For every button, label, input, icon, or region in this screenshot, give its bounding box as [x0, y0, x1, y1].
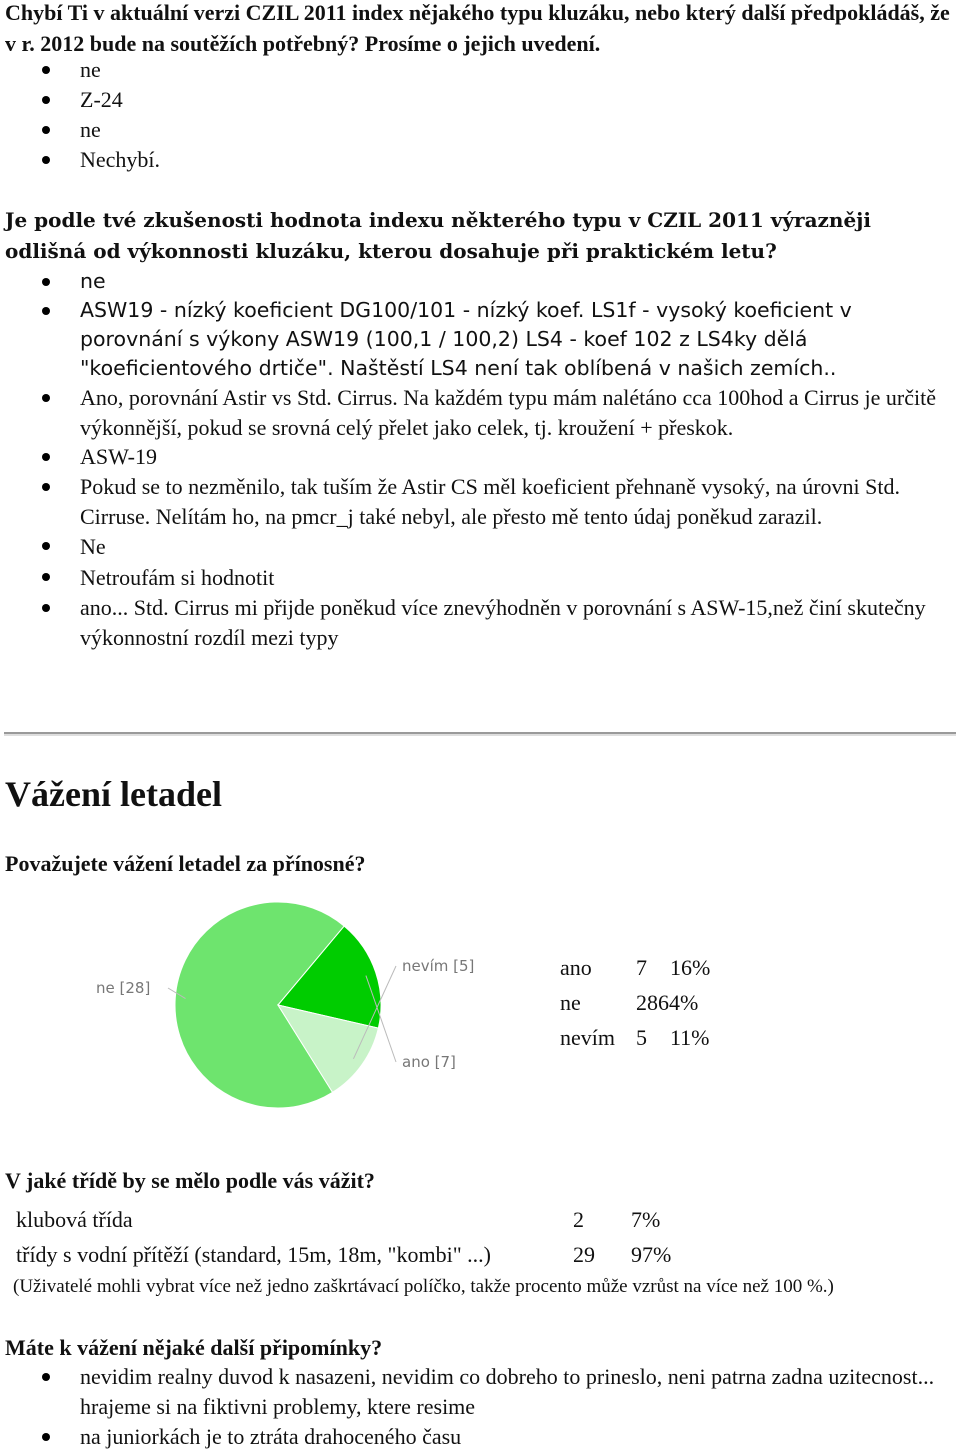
table-cell-percent: 16% [670, 955, 711, 980]
bullet-icon [42, 542, 50, 550]
question-title: Máte k vážení nějaké další připomínky? [5, 1335, 383, 1360]
table-cell-count: 28 [636, 990, 658, 1015]
answer-list [0, 1362, 955, 1452]
bullet-icon [42, 1433, 50, 1441]
bullet-icon [42, 1373, 50, 1381]
table-cell-percent: 7% [631, 1207, 661, 1232]
section-divider [4, 732, 956, 736]
bullet-icon [42, 483, 50, 491]
bullet-icon [42, 66, 50, 74]
pie-label: nevím [5] [402, 957, 475, 975]
list-item: na juniorkách je to ztráta drahoceného času [0, 1422, 955, 1452]
pie-label: ne [28] [96, 979, 151, 997]
list-item: Ano, porovnání Astir vs Std. Cirrus. Na každém typu mám nalétáno cca 100hod a Cirrus je určitě výkonnější, pokud se srovná celý přelet jako celek, tj. kroužení + přeskok. [0, 383, 955, 442]
list-item: Z-24 [0, 85, 955, 115]
question-title: Považujete vážení letadel za přínosné? [5, 851, 366, 876]
table-cell-percent: 97% [631, 1242, 672, 1267]
pie-label: ano [7] [402, 1053, 456, 1071]
table-row [560, 985, 710, 1020]
bullet-icon [42, 278, 50, 286]
question-title: Chybí Ti v aktuální verzi CZIL 2011 index nějakého typu kluzáku, nebo který další předpokládáš, že v r. 2012 bude na soutěžích potřebný? Prosíme o jejich uvedení. [5, 0, 950, 56]
table-cell-label: klubová třída [16, 1207, 133, 1232]
table-cell-count: 5 [636, 1025, 647, 1050]
table-row [560, 1020, 710, 1055]
table-cell-label: ne [560, 990, 581, 1015]
section-title: Vážení letadel [5, 774, 222, 814]
table-cell-label: ano [560, 955, 592, 980]
bullet-icon [42, 307, 50, 315]
table-cell-label: nevím [560, 1025, 615, 1050]
results-table [560, 950, 710, 1055]
table-cell-percent: 11% [670, 1025, 710, 1050]
list-item: nevidim realny duvod k nasazeni, nevidim co dobreho to prineslo, neni patrna zadna uzitecnost... hrajeme si na fiktivni problemy, ktere resime [0, 1362, 955, 1422]
list-item: ASW-19 [0, 442, 955, 472]
question-title: V jaké třídě by se mělo podle vás vážit? [5, 1168, 375, 1193]
answer-list [0, 267, 955, 653]
list-item: Pokud se to nezměnilo, tak tuším že Astir CS měl koeficient přehnaně vysoký, na úrovni Std. Cirruse. Nelítám ho, na pmcr_j také nebyl, ale přesto mě tento údaj poněkud zarazil. [0, 472, 955, 531]
table-row [16, 1237, 671, 1272]
table-cell-label: třídy s vodní přítěží (standard, 15m, 18m, "kombi" ...) [16, 1242, 492, 1267]
list-item: Ne [0, 531, 955, 562]
pie-chart-svg [80, 895, 500, 1115]
bullet-icon [42, 453, 50, 461]
list-item: ne [0, 115, 955, 145]
list-item: Netroufám si hodnotit [0, 562, 955, 593]
list-item: Nechybí. [0, 145, 955, 175]
list-item: ASW19 - nízký koeficient DG100/101 - nízký koef. LS1f - vysoký koeficient v porovnání s výkony ASW19 (100,1 / 100,2) LS4 - koef 102 z LS4ky dělá "koeficientového drtiče". Naštěstí LS4 není tak oblíbená v našich zemích.. [0, 296, 955, 383]
bullet-icon [42, 573, 50, 581]
table-cell-count: 7 [636, 955, 647, 980]
answer-list [0, 55, 955, 175]
results-table [16, 1202, 671, 1272]
list-item: ne [0, 267, 955, 296]
bullet-icon [42, 156, 50, 164]
bullet-icon [42, 96, 50, 104]
table-cell-count: 29 [573, 1242, 595, 1267]
pie-chart [80, 895, 500, 1115]
table-row [560, 950, 710, 985]
question-title: Je podle tvé zkušenosti hodnota indexu některého typu v CZIL 2011 výrazněji odlišná od výkonnosti kluzáku, kterou dosahuje při praktickém letu? [5, 208, 871, 263]
list-item: ne [0, 55, 955, 85]
footnote: (Uživatelé mohli vybrat více než jedno zaškrtávací políčko, takže procento může vzrůst na více než 100 %.) [13, 1276, 834, 1297]
bullet-icon [42, 604, 50, 612]
table-row [16, 1202, 671, 1237]
list-item: ano... Std. Cirrus mi přijde poněkud více znevýhodněn v porovnání s ASW-15,než činí skutečny výkonnostní rozdíl mezi typy [0, 593, 955, 653]
bullet-icon [42, 394, 50, 402]
table-cell-percent: 64% [658, 990, 699, 1015]
table-cell-count: 2 [573, 1207, 584, 1232]
bullet-icon [42, 126, 50, 134]
